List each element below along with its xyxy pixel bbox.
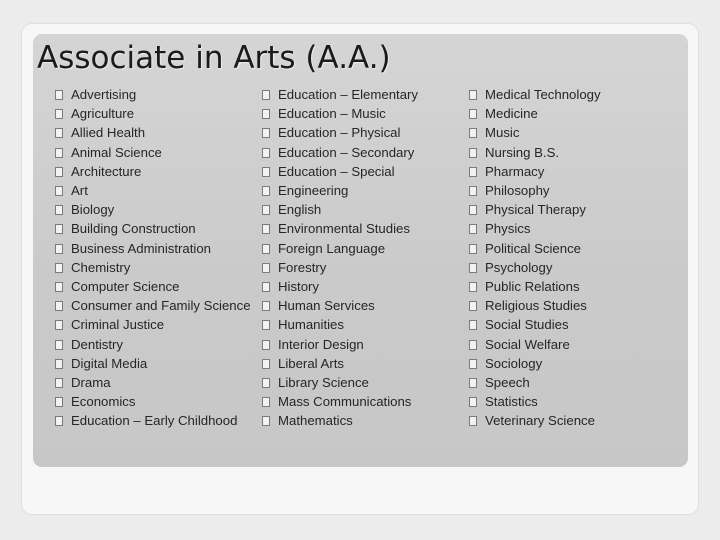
list-item [55, 143, 255, 162]
list-item-label: Mathematics [278, 413, 353, 429]
square-bullet-icon [469, 301, 477, 311]
list-item-label: Physics [485, 221, 531, 237]
square-bullet-icon [262, 397, 270, 407]
list-item-label: Social Welfare [485, 336, 570, 352]
list-item [55, 335, 255, 354]
list-item [262, 239, 462, 258]
list-item [55, 123, 255, 142]
square-bullet-icon [262, 301, 270, 311]
list-item [262, 143, 462, 162]
list-item-label: Library Science [278, 375, 369, 391]
square-bullet-icon [55, 282, 63, 292]
list-item [55, 411, 255, 430]
list-item [55, 392, 255, 411]
list-item [262, 258, 462, 277]
list-item-label: Humanities [278, 317, 344, 333]
square-bullet-icon [262, 128, 270, 138]
list-item-label: Speech [485, 375, 530, 391]
square-bullet-icon [55, 186, 63, 196]
square-bullet-icon [55, 301, 63, 311]
list-item [469, 277, 669, 296]
list-item-label: Sociology [485, 355, 543, 371]
list-item-label: Animal Science [71, 144, 162, 160]
list-item-label: Chemistry [71, 259, 131, 275]
list-item-label: Psychology [485, 259, 553, 275]
list-item-label: Nursing B.S. [485, 144, 560, 160]
square-bullet-icon [55, 378, 63, 388]
list-item-label: Pharmacy [485, 163, 545, 179]
square-bullet-icon [55, 90, 63, 100]
list-item-label: Education – Secondary [278, 144, 415, 160]
list-item [469, 354, 669, 373]
list-item [469, 373, 669, 392]
list-item-label: Interior Design [278, 336, 364, 352]
square-bullet-icon [469, 378, 477, 388]
square-bullet-icon [469, 282, 477, 292]
square-bullet-icon [55, 205, 63, 215]
square-bullet-icon [262, 109, 270, 119]
list-item-label: Agriculture [71, 106, 135, 122]
square-bullet-icon [469, 320, 477, 330]
list-item [262, 411, 462, 430]
slide-title: Associate in Arts (A.A.) [37, 40, 391, 76]
list-item [469, 143, 669, 162]
list-item-label: Criminal Justice [71, 317, 165, 333]
list-item-label: Digital Media [71, 355, 148, 371]
square-bullet-icon [469, 244, 477, 254]
list-item [469, 258, 669, 277]
list-item-label: Consumer and Family Science [71, 298, 251, 314]
square-bullet-icon [469, 263, 477, 273]
list-item-label: Education – Elementary [278, 87, 419, 102]
square-bullet-icon [55, 244, 63, 254]
list-item [55, 373, 255, 392]
list-item [469, 181, 669, 200]
square-bullet-icon [55, 109, 63, 119]
square-bullet-icon [262, 416, 270, 426]
list-item-label: Biology [71, 202, 115, 218]
list-item [469, 296, 669, 315]
list-item [262, 354, 462, 373]
list-item [262, 296, 462, 315]
list-item-label: Mass Communications [278, 394, 412, 410]
square-bullet-icon [55, 320, 63, 330]
list-item-label: Medicine [485, 106, 538, 122]
square-bullet-icon [469, 359, 477, 369]
list-item-label: Forestry [278, 259, 327, 275]
list-item [55, 219, 255, 238]
square-bullet-icon [262, 148, 270, 158]
list-item [262, 219, 462, 238]
list-item-label: Philosophy [485, 183, 550, 199]
list-item [469, 315, 669, 334]
list-item-label: Education – Special [278, 163, 395, 179]
list-item-label: Art [71, 183, 88, 199]
square-bullet-icon [262, 205, 270, 215]
list-item [262, 392, 462, 411]
list-item [55, 354, 255, 373]
square-bullet-icon [262, 186, 270, 196]
list-item [469, 104, 669, 123]
list-item-label: Advertising [71, 87, 137, 102]
square-bullet-icon [262, 224, 270, 234]
list-item [55, 258, 255, 277]
list-item-label: Liberal Arts [278, 355, 344, 371]
list-item [469, 335, 669, 354]
list-item-label: Drama [71, 375, 111, 391]
square-bullet-icon [262, 320, 270, 330]
square-bullet-icon [262, 167, 270, 177]
list-item [469, 85, 669, 104]
square-bullet-icon [262, 90, 270, 100]
list-item-label: Education – Early Childhood [71, 413, 238, 429]
list-item [262, 162, 462, 181]
list-item-label: Human Services [278, 298, 375, 314]
list-item-label: Music [485, 125, 520, 141]
list-item [262, 104, 462, 123]
square-bullet-icon [262, 359, 270, 369]
square-bullet-icon [262, 340, 270, 350]
square-bullet-icon [262, 263, 270, 273]
square-bullet-icon [55, 397, 63, 407]
square-bullet-icon [469, 224, 477, 234]
list-item [469, 200, 669, 219]
list-item [55, 104, 255, 123]
list-item [262, 335, 462, 354]
list-item [55, 85, 255, 104]
list-item [55, 200, 255, 219]
square-bullet-icon [469, 205, 477, 215]
list-item-label: Education – Music [278, 106, 386, 122]
list-item-label: Religious Studies [485, 298, 587, 314]
list-item [469, 123, 669, 142]
square-bullet-icon [55, 128, 63, 138]
square-bullet-icon [469, 397, 477, 407]
square-bullet-icon [469, 167, 477, 177]
list-item-label: Computer Science [71, 279, 180, 295]
list-item [469, 162, 669, 181]
program-list-column-2 [262, 85, 462, 431]
list-item-label: Medical Technology [485, 87, 601, 102]
list-item-label: Allied Health [71, 125, 146, 141]
list-item [55, 277, 255, 296]
list-item [262, 315, 462, 334]
square-bullet-icon [469, 90, 477, 100]
list-item [262, 373, 462, 392]
list-item [55, 296, 255, 315]
square-bullet-icon [469, 340, 477, 350]
list-item [262, 277, 462, 296]
list-item [55, 181, 255, 200]
square-bullet-icon [469, 109, 477, 119]
square-bullet-icon [469, 416, 477, 426]
square-bullet-icon [262, 244, 270, 254]
square-bullet-icon [55, 340, 63, 350]
list-item-label: Physical Therapy [485, 202, 586, 218]
list-item-label: Education – Physical [278, 125, 401, 141]
list-item [469, 411, 669, 430]
square-bullet-icon [55, 416, 63, 426]
list-item-label: Veterinary Science [485, 413, 595, 429]
list-item-label: Engineering [278, 183, 349, 199]
square-bullet-icon [55, 224, 63, 234]
list-item [262, 123, 462, 142]
list-item-label: Political Science [485, 240, 582, 256]
program-list-column-1 [55, 85, 255, 431]
list-item-label: History [278, 279, 320, 295]
list-item [469, 392, 669, 411]
list-item-label: Economics [71, 394, 136, 410]
list-item-label: English [278, 202, 322, 218]
square-bullet-icon [469, 186, 477, 196]
list-item-label: Statistics [485, 394, 538, 410]
square-bullet-icon [55, 359, 63, 369]
square-bullet-icon [55, 263, 63, 273]
list-item [262, 181, 462, 200]
list-item [469, 219, 669, 238]
square-bullet-icon [469, 128, 477, 138]
list-item-label: Business Administration [71, 240, 212, 256]
square-bullet-icon [55, 148, 63, 158]
list-item [55, 162, 255, 181]
list-item [469, 239, 669, 258]
program-list-column-3 [469, 85, 669, 431]
list-item [55, 315, 255, 334]
list-item-label: Environmental Studies [278, 221, 410, 237]
square-bullet-icon [55, 167, 63, 177]
list-item-label: Dentistry [71, 336, 124, 352]
list-item [262, 200, 462, 219]
list-item-label: Architecture [71, 163, 142, 179]
square-bullet-icon [262, 282, 270, 292]
list-item-label: Building Construction [71, 221, 196, 237]
list-item-label: Public Relations [485, 279, 580, 295]
square-bullet-icon [469, 148, 477, 158]
list-item-label: Social Studies [485, 317, 569, 333]
list-item-label: Foreign Language [278, 240, 386, 256]
list-item [55, 239, 255, 258]
list-item [262, 85, 462, 104]
square-bullet-icon [262, 378, 270, 388]
